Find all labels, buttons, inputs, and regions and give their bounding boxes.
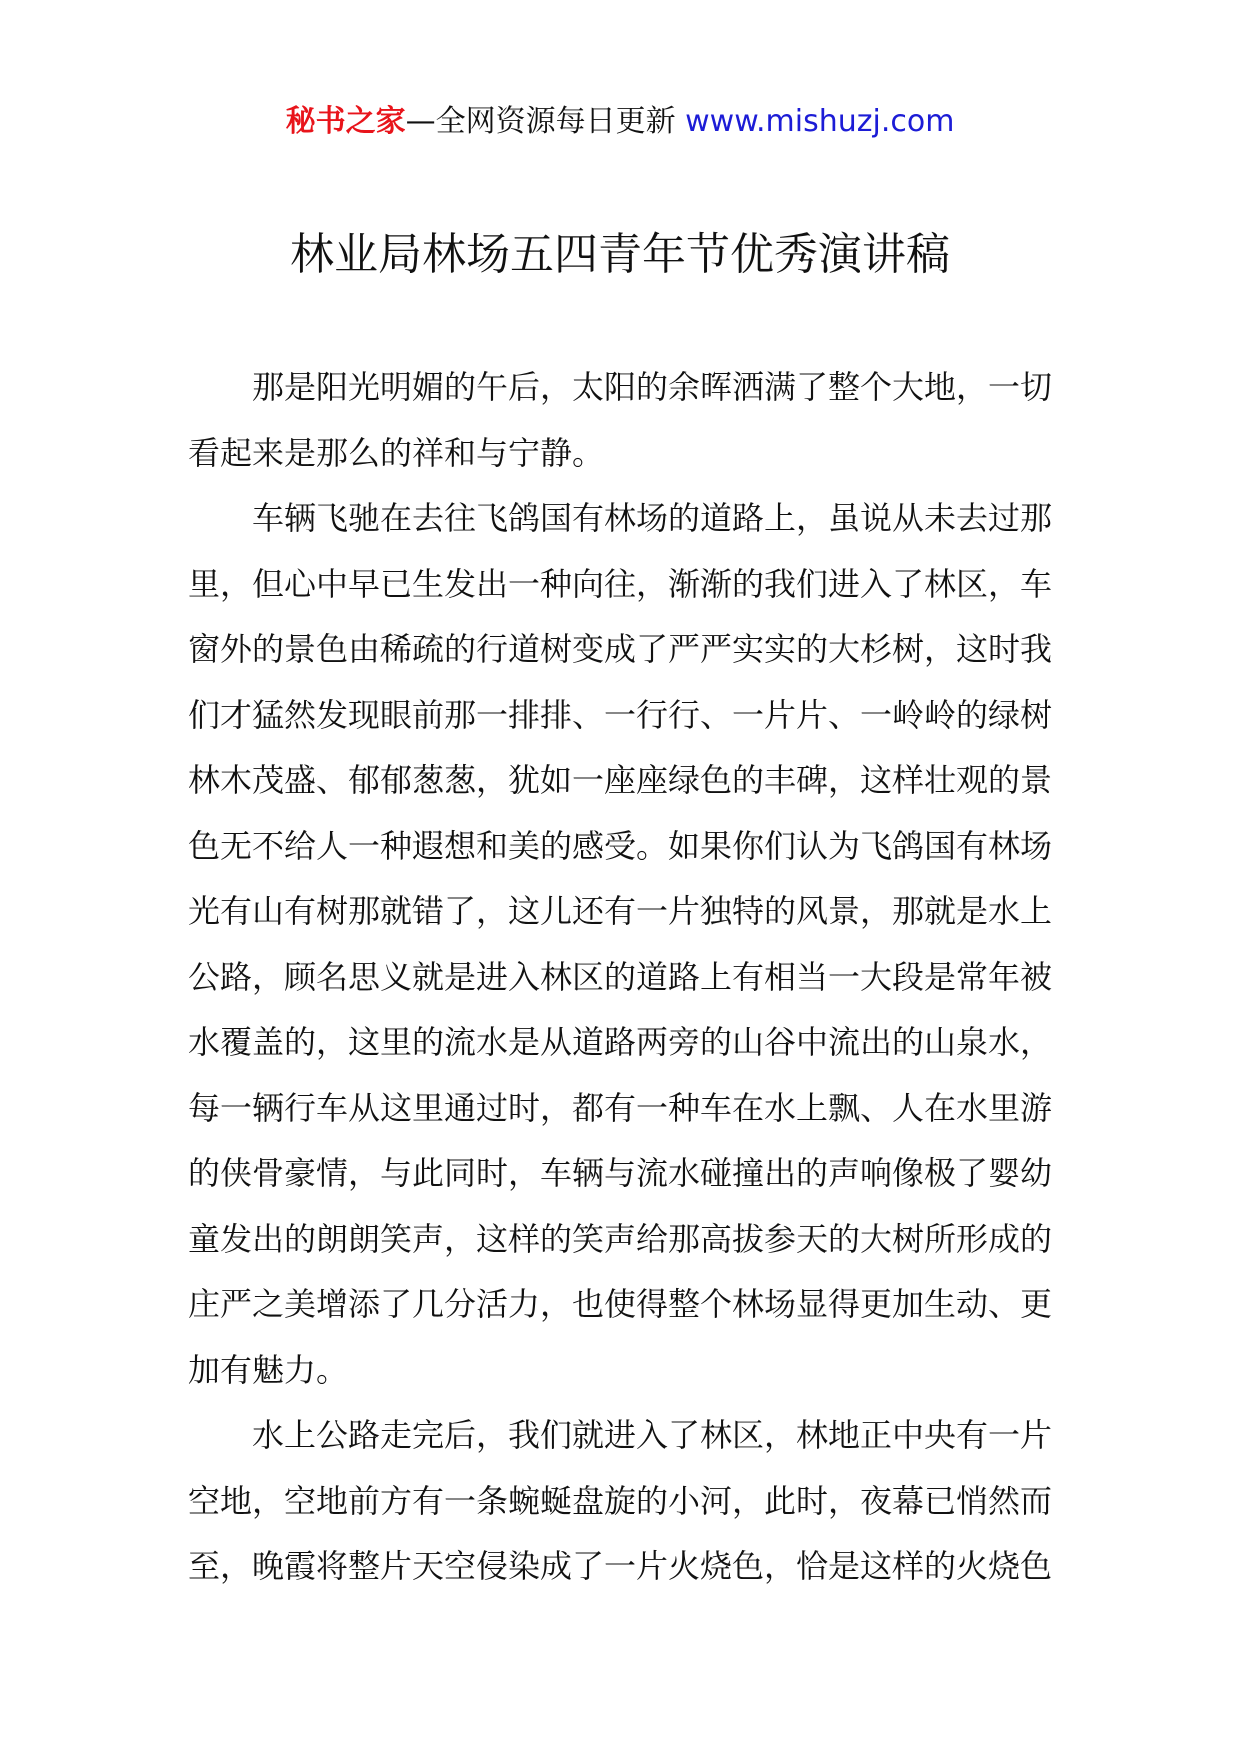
site-url-link[interactable]: www.mishuzj.com xyxy=(685,104,955,139)
document-title: 林业局林场五四青年节优秀演讲稿 xyxy=(290,229,950,280)
paragraph: 水上公路走完后，我们就进入了林区，林地正中央有一片空地，空地前方有一条蜿蜒盘旋的小河，此时，夜幕已悄然而至，晚霞将整片天空侵染成了一片火烧色，恰是这样的火烧色 xyxy=(188,1416,1053,1585)
document-body xyxy=(188,355,1052,1600)
paragraph: 那是阳光明媚的午后，太阳的余晖洒满了整个大地，一切看起来是那么的祥和与宁静。 xyxy=(188,368,1053,472)
header-tagline: —全网资源每日更新 xyxy=(405,104,686,139)
site-header xyxy=(0,100,1240,144)
paragraph: 车辆飞驰在去往飞鸽国有林场的道路上，虽说从未去过那里，但心中早已生发出一种向往，渐渐的我们进入了林区，车窗外的景色由稀疏的行道树变成了严严实实的大杉树，这时我们才猛然发现眼前那一排排、一行行、一片片、一岭岭的绿树林木茂盛、郁郁葱葱，犹如一座座绿色的丰碑，这样壮观的景色无不给人一种遐想和美的感受。如果你们认为飞鸽国有林场光有山有树那就错了，这儿还有一片独特的风景，那就是水上公路，顾名思义就是进入林区的道路上有相当一大段是常年被水覆盖的，这里的流水是从道路两旁的山谷中流出的山泉水，每一辆行车从这里通过时，都有一种车在水上飘、人在水里游的侠骨豪情，与此同时，车辆与流水碰撞出的声响像极了婴幼童发出的朗朗笑声，这样的笑声给那高拔参天的大树所形成的庄严之美增添了几分活力，也使得整个林场显得更加生动、更加有魅力。 xyxy=(188,499,1053,1389)
brand-name: 秘书之家 xyxy=(285,104,406,139)
